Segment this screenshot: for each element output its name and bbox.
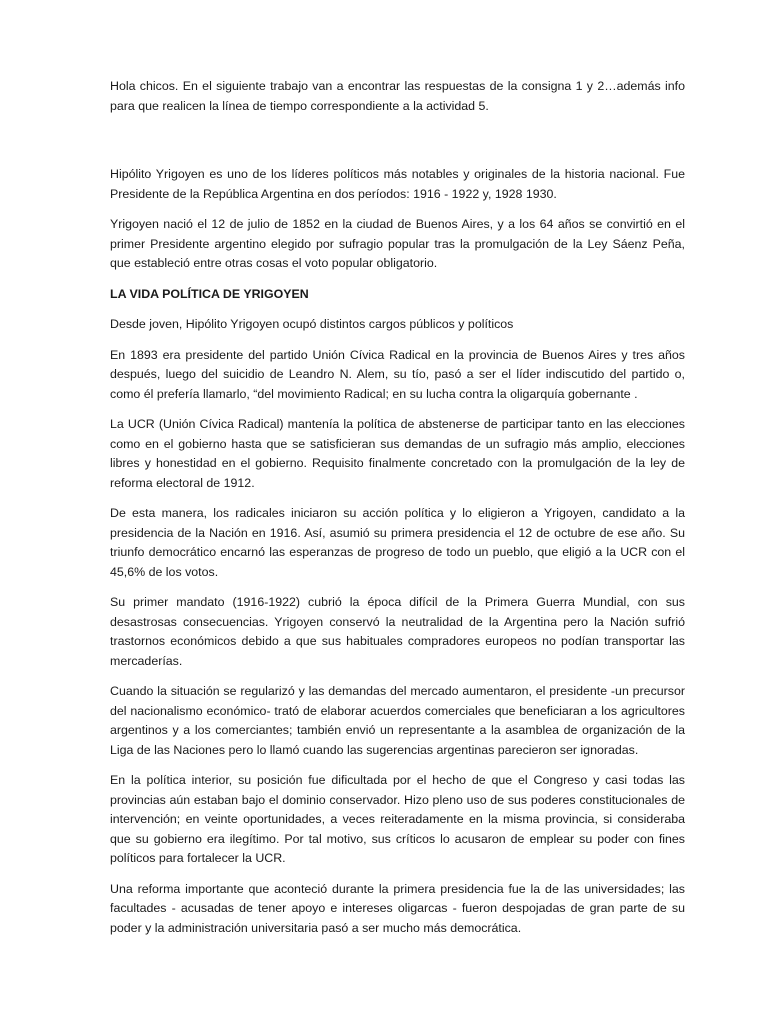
paragraph-1: Hipólito Yrigoyen es uno de los líderes políticos más notables y originales de la historia nacional. Fue Presidente de la República Argentina en dos períodos: 1916 - 1922 y, 1928 1930. (110, 167, 685, 201)
paragraph-3: Desde joven, Hipólito Yrigoyen ocupó distintos cargos públicos y políticos (110, 317, 514, 331)
paragraph-5: La UCR (Unión Cívica Radical) mantenía la política de abstenerse de participar tanto en las elecciones como en el gobierno hasta que se satisficieran sus demandas de un sufragio más amplio, elecciones libres y honestidad en el gobierno. Requisito finalmente concretado con la promulgación de la ley de reforma electoral de 1912. (110, 417, 685, 490)
paragraph-4: En 1893 era presidente del partido Unión Cívica Radical en la provincia de Buenos Aires y tres años después, luego del suicidio de Leandro N. Alem, su tío, pasó a ser el líder indiscutido del partido o, como él prefería llamarlo, “del movimiento Radical; en su lucha contra la oligarquía gobernante . (110, 347, 685, 401)
document-page (110, 77, 685, 949)
paragraph-6: De esta manera, los radicales iniciaron su acción política y lo eligieron a Yrigoyen, candidato a la presidencia de la Nación en 1916. Así, asumió su primera presidencia el 12 de octubre de ese año. Su triunfo democrático encarnó las esperanzas de progreso de todo un pueblo, que eligió a la UCR con el 45,6% de los votos. (110, 506, 685, 579)
paragraph-7: Su primer mandato (1916-1922) cubrió la época difícil de la Primera Guerra Mundial, con sus desastrosas consecuencias. Yrigoyen conservó la neutralidad de la Argentina pero la Nación sufrió trastornos económicos debido a que sus habituales compradores europeos no podían transportar las mercaderías. (110, 595, 685, 668)
paragraph-8: Cuando la situación se regularizó y las demandas del mercado aumentaron, el presidente -un precursor del nacionalismo económico- trató de elaborar acuerdos comerciales que beneficiaran a los agricultores argentinos y a los comerciantes; también envió un representante a la asamblea de organización de la Liga de las Naciones pero lo llamó cuando las sugerencias argentinas parecieron ser ignoradas. (110, 684, 685, 757)
section-heading: LA VIDA POLÍTICA DE YRIGOYEN (110, 286, 309, 301)
paragraph-9: En la política interior, su posición fue dificultada por el hecho de que el Congreso y casi todas las provincias aún estaban bajo el dominio conservador. Hizo pleno uso de sus poderes constitucionales de intervención; en veinte oportunidades, a veces reiteradamente en la misma provincia, si consideraba que su gobierno era ilegítimo. Por tal motivo, sus críticos lo acusaron de emplear su poder con fines políticos para fortalecer la UCR. (110, 773, 685, 865)
intro-paragraph: Hola chicos. En el siguiente trabajo van a encontrar las respuestas de la consigna 1 y 2…además info para que realicen la línea de tiempo correspondiente a la actividad 5. (110, 79, 685, 113)
paragraph-2: Yrigoyen nació el 12 de julio de 1852 en la ciudad de Buenos Aires, y a los 64 años se convirtió en el primer Presidente argentino elegido por sufragio popular tras la promulgación de la Ley Sáenz Peña, que estableció entre otras cosas el voto popular obligatorio. (110, 217, 685, 270)
paragraph-10: Una reforma importante que aconteció durante la primera presidencia fue la de las universidades; las facultades - acusadas de tener apoyo e intereses oligarcas - fueron despojadas de gran parte de su poder y la administración universitaria pasó a ser mucho más democrática. (110, 881, 685, 935)
